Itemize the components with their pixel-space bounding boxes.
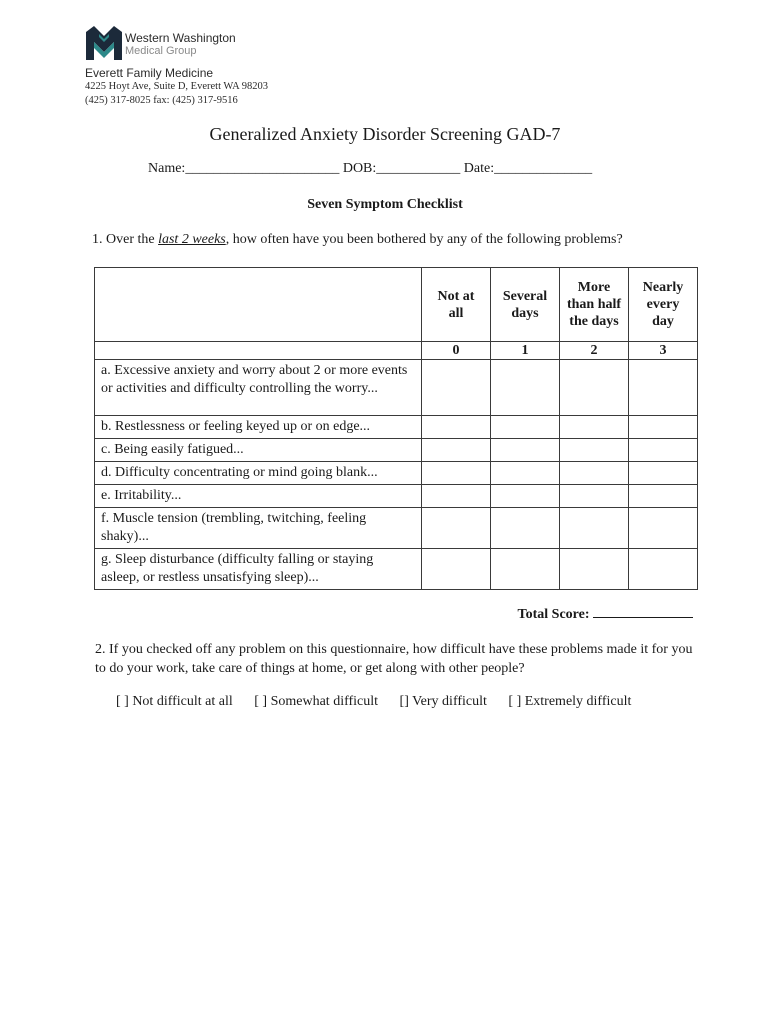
checklist-subtitle: Seven Symptom Checklist: [307, 197, 463, 212]
answer-cell[interactable]: [491, 549, 560, 590]
option-not-difficult[interactable]: [ ] Not difficult at all: [116, 694, 233, 709]
score-blank: [95, 342, 422, 360]
answer-cell[interactable]: [629, 462, 698, 485]
name-field[interactable]: ______________________: [185, 161, 340, 176]
option-very-difficult[interactable]: [] Very difficult: [399, 694, 487, 709]
symptom-g: g. Sleep disturbance (difficulty falling or staying asleep, or restless unsatisfying sleep)...: [95, 549, 422, 590]
table-row: [95, 508, 698, 549]
clinic-address: 4225 Hoyt Ave, Suite D, Everett WA 98203: [85, 81, 269, 92]
answer-cell[interactable]: [491, 360, 560, 416]
answer-cell[interactable]: [629, 439, 698, 462]
symptom-f: f. Muscle tension (trembling, twitching, feeling shaky)...: [95, 508, 422, 549]
score-0: 0: [422, 342, 491, 360]
form-title: Generalized Anxiety Disorder Screening GAD-7: [209, 124, 561, 144]
answer-cell[interactable]: [629, 416, 698, 439]
logo-line2: Medical Group: [125, 45, 197, 57]
name-label: Name:: [148, 161, 186, 176]
wwmg-logo-icon: [86, 26, 122, 60]
table-row: [95, 439, 698, 462]
score-2: 2: [560, 342, 629, 360]
answer-cell[interactable]: [629, 549, 698, 590]
col-header-several-days: Several days: [491, 268, 560, 342]
col-header-more-than-half: More than half the days: [560, 268, 629, 342]
total-score: [518, 603, 693, 623]
question-1: [92, 232, 623, 248]
clinic-name: Everett Family Medicine: [85, 66, 214, 80]
answer-cell[interactable]: [629, 360, 698, 416]
answer-cell[interactable]: [491, 439, 560, 462]
answer-cell[interactable]: [629, 508, 698, 549]
symptom-c: c. Being easily fatigued...: [95, 439, 422, 462]
option-extremely-difficult[interactable]: [ ] Extremely difficult: [508, 694, 632, 709]
dob-field[interactable]: ____________: [376, 161, 461, 176]
col-header-nearly-every-day: Nearly every day: [629, 268, 698, 342]
score-row: [95, 342, 698, 360]
option-somewhat-difficult[interactable]: [ ] Somewhat difficult: [254, 694, 379, 709]
table-row: [95, 360, 698, 416]
difficulty-options: [116, 694, 649, 710]
dob-label: DOB:: [342, 161, 377, 176]
table-header-row: [95, 268, 698, 342]
answer-cell[interactable]: [560, 360, 629, 416]
logo-text: [125, 32, 236, 58]
q1-suffix: , how often have you been bothered by any of the following problems?: [225, 232, 623, 247]
answer-cell[interactable]: [422, 360, 491, 416]
score-1: 1: [491, 342, 560, 360]
clinic-phone-fax: (425) 317-8025 fax: (425) 317-9516: [85, 95, 238, 106]
logo-line1: Western Washington: [125, 31, 236, 45]
answer-cell[interactable]: [560, 549, 629, 590]
answer-cell[interactable]: [560, 439, 629, 462]
answer-cell[interactable]: [629, 485, 698, 508]
answer-cell[interactable]: [422, 416, 491, 439]
table-row: [95, 462, 698, 485]
symptom-b: b. Restlessness or feeling keyed up or on edge...: [95, 416, 422, 439]
answer-cell[interactable]: [422, 508, 491, 549]
answer-cell[interactable]: [560, 508, 629, 549]
answer-cell[interactable]: [422, 439, 491, 462]
total-score-label: Total Score:: [517, 607, 590, 622]
answer-cell[interactable]: [560, 485, 629, 508]
q1-prefix: 1. Over the: [92, 232, 159, 247]
answer-cell[interactable]: [491, 485, 560, 508]
gad7-table: [94, 267, 698, 590]
header-blank: [95, 268, 422, 342]
table-row: [95, 485, 698, 508]
col-header-not-at-all: Not at all: [422, 268, 491, 342]
q1-emphasis: last 2 weeks: [158, 232, 226, 247]
answer-cell[interactable]: [422, 549, 491, 590]
symptom-e: e. Irritability...: [95, 485, 422, 508]
answer-cell[interactable]: [491, 416, 560, 439]
table-row: [95, 416, 698, 439]
answer-cell[interactable]: [560, 416, 629, 439]
symptom-d: d. Difficulty concentrating or mind going blank...: [95, 462, 422, 485]
patient-info-line: [148, 161, 592, 177]
answer-cell[interactable]: [491, 462, 560, 485]
symptom-a: a. Excessive anxiety and worry about 2 or more events or activities and difficulty controlling the worry...: [95, 360, 422, 416]
question-2: 2. If you checked off any problem on this questionnaire, how difficult have these problems made it for you to do your work, take care of things at home, or get along with other people?: [95, 642, 693, 676]
date-field[interactable]: ______________: [494, 161, 593, 176]
answer-cell[interactable]: [422, 462, 491, 485]
answer-cell[interactable]: [422, 485, 491, 508]
date-label: Date:: [463, 161, 495, 176]
score-3: 3: [629, 342, 698, 360]
table-row: [95, 549, 698, 590]
answer-cell[interactable]: [560, 462, 629, 485]
total-score-field[interactable]: [593, 603, 693, 618]
answer-cell[interactable]: [491, 508, 560, 549]
